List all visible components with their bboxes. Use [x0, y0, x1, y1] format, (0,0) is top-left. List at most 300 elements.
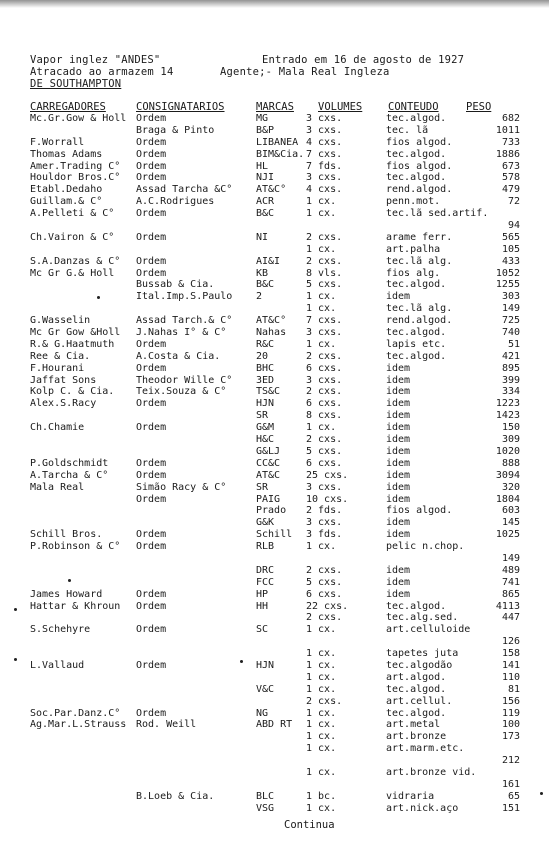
peso-cell: 741: [501, 576, 520, 588]
carregador-cell: Guillam.& C°: [30, 196, 103, 208]
marca-cell: 3ED: [256, 374, 275, 386]
table-row: [0, 731, 549, 743]
carregador-cell: A.Pelleti & C°: [30, 208, 115, 220]
conteudo-cell: idem: [386, 469, 411, 481]
table-row: [0, 612, 549, 624]
conteudo-cell: tec.lã alg.: [386, 303, 453, 315]
marca-cell: SR: [256, 410, 269, 422]
conteudo-cell: idem: [386, 445, 411, 457]
table-row: [0, 291, 549, 303]
conteudo-cell: tec.algod.: [386, 600, 447, 612]
marca-cell: 2: [256, 291, 263, 303]
conteudo-cell: tec.algodão: [386, 659, 453, 671]
carregador-cell: P.Robinson & C°: [30, 541, 121, 553]
marca-cell: CC&C: [256, 457, 281, 469]
consignatario-cell: Ordem: [136, 398, 167, 410]
conteudo-cell: art.bronze vid.: [386, 766, 477, 778]
consignatario-cell: A.Costa & Cia.: [136, 350, 221, 362]
conteudo-cell: fios alg.: [386, 267, 441, 279]
marca-cell: G&K: [256, 517, 275, 529]
peso-cell: 888: [501, 457, 520, 469]
volume-cell: 1 cx.: [306, 707, 337, 719]
table-row: [0, 351, 549, 363]
volume-cell: 10 cxs.: [306, 493, 349, 505]
table-row: [0, 803, 549, 815]
peso-cell: 740: [501, 327, 520, 339]
carregador-cell: Ch.Chamie: [30, 422, 85, 434]
table-row: [0, 327, 549, 339]
volume-cell: 1 cx.: [306, 719, 337, 731]
conteudo-cell: tapetes juta: [386, 648, 459, 660]
volume-cell: 1 cx.: [306, 624, 337, 636]
carregador-cell: Hattar & Khroun: [30, 600, 121, 612]
table-row: [0, 708, 549, 720]
peso-cell: 100: [501, 719, 520, 731]
scan-speck: [240, 660, 243, 663]
origin-port: DE SOUTHAMPTON: [30, 78, 122, 90]
carregador-cell: Amer.Trading C°: [30, 160, 121, 172]
carregador-cell: Ch.Vairon & C°: [30, 231, 115, 243]
consignatario-cell: Ordem: [136, 136, 167, 148]
peso-cell: 141: [501, 659, 520, 671]
peso-cell: 1804: [495, 493, 520, 505]
peso-cell: 94: [507, 220, 520, 232]
peso-cell: 149: [501, 303, 520, 315]
marca-cell: H&C: [256, 434, 275, 446]
marca-cell: 20: [256, 350, 269, 362]
carregador-cell: Ag.Mar.L.Strauss: [30, 719, 127, 731]
conteudo-cell: tec.algod.: [386, 148, 447, 160]
peso-cell: 489: [501, 564, 520, 576]
conteudo-cell: tec.alg.sed.: [386, 612, 459, 624]
volume-cell: 1 cx.: [306, 743, 337, 755]
volume-cell: 2 cxs.: [306, 231, 343, 243]
conteudo-cell: idem: [386, 576, 411, 588]
volume-cell: 5 cxs.: [306, 279, 343, 291]
conteudo-cell: idem: [386, 434, 411, 446]
table-row: [0, 696, 549, 708]
volume-cell: 2 cxs.: [306, 564, 343, 576]
peso-cell: 65: [507, 790, 520, 802]
conteudo-cell: art.nick.aço: [386, 802, 459, 814]
peso-cell: 126: [501, 636, 520, 648]
peso-cell: 447: [501, 612, 520, 624]
table-row: [0, 470, 549, 482]
conteudo-cell: idem: [386, 374, 411, 386]
marca-cell: RLB: [256, 541, 275, 553]
volume-cell: 4 cxs.: [306, 136, 343, 148]
conteudo-cell: idem: [386, 362, 411, 374]
carregador-cell: Etabl.Dedaho: [30, 184, 103, 196]
table-row: [0, 589, 549, 601]
peso-cell: 433: [501, 255, 520, 267]
conteudo-cell: idem: [386, 481, 411, 493]
conteudo-cell: pelic n.chop.: [386, 541, 465, 553]
marca-cell: ACR: [256, 196, 275, 208]
carregador-cell: L.Vallaud: [30, 659, 85, 671]
consignatario-cell: Teix.Souza & C°: [136, 386, 227, 398]
volume-cell: 1 cx.: [306, 541, 337, 553]
marca-cell: MG: [256, 113, 269, 124]
conteudo-cell: tec.algod.: [386, 172, 447, 184]
table-row: [0, 232, 549, 244]
table-row: [0, 386, 549, 398]
table-row: [0, 410, 549, 422]
consignatario-cell: Ordem: [136, 255, 167, 267]
conteudo-cell: idem: [386, 517, 411, 529]
table-row: [0, 767, 549, 779]
peso-cell: 479: [501, 184, 520, 196]
table-row: [0, 541, 549, 553]
marca-cell: Schill: [256, 529, 293, 541]
table-row: [0, 743, 549, 755]
table-row: [0, 315, 549, 327]
volume-cell: 6 cxs.: [306, 398, 343, 410]
table-row: [0, 398, 549, 410]
scan-speck: [14, 658, 17, 661]
consignatario-cell: Ordem: [136, 160, 167, 172]
marca-cell: AI&I: [256, 255, 281, 267]
carregador-cell: R.& G.Haatmuth: [30, 338, 115, 350]
peso-cell: 399: [501, 374, 520, 386]
conteudo-cell: fios algod.: [386, 136, 453, 148]
volume-cell: 1 bc.: [306, 790, 337, 802]
peso-cell: 865: [501, 588, 520, 600]
table-row: [0, 172, 549, 184]
carregador-cell: Mc Gr Gow &Holl: [30, 327, 121, 339]
table-row: [0, 624, 549, 636]
consignatario-cell: Ordem: [136, 469, 167, 481]
conteudo-cell: rend.algod.: [386, 315, 453, 327]
table-row: [0, 137, 549, 149]
marca-cell: G&LJ: [256, 445, 281, 457]
peso-cell: 682: [501, 113, 520, 124]
table-row: [0, 636, 549, 648]
consignatario-cell: Simão Racy & C°: [136, 481, 227, 493]
conteudo-cell: art.algod.: [386, 671, 447, 683]
table-row: [0, 529, 549, 541]
volume-cell: 3 cxs.: [306, 481, 343, 493]
consignatario-cell: Ordem: [136, 541, 167, 553]
conteudo-cell: tec.algod.: [386, 327, 447, 339]
carregador-cell: Mc Gr G.& Holl: [30, 267, 115, 279]
scan-speck: [97, 296, 100, 299]
table-row: [0, 494, 549, 506]
volume-cell: 4 cxs.: [306, 184, 343, 196]
conteudo-cell: art.celluloide: [386, 624, 471, 636]
table-row: [0, 648, 549, 660]
table-row: [0, 482, 549, 494]
marca-cell: B&C: [256, 279, 275, 291]
volume-cell: 5 cxs.: [306, 445, 343, 457]
conteudo-cell: art.metal: [386, 719, 441, 731]
col-marcas: MARCAS: [256, 101, 294, 113]
table-row: [0, 791, 549, 803]
table-row: [0, 422, 549, 434]
conteudo-cell: arame ferr.: [386, 231, 453, 243]
consignatario-cell: Braga & Pinto: [136, 124, 215, 136]
volume-cell: 1 cx.: [306, 338, 337, 350]
consignatario-cell: Ordem: [136, 588, 167, 600]
consignatario-cell: Ordem: [136, 362, 167, 374]
marca-cell: HJN: [256, 398, 275, 410]
conteudo-cell: lapis etc.: [386, 338, 447, 350]
marca-cell: VSG: [256, 802, 275, 814]
volume-cell: 3 cxs.: [306, 327, 343, 339]
conteudo-cell: idem: [386, 588, 411, 600]
conteudo-cell: idem: [386, 457, 411, 469]
peso-cell: 173: [501, 731, 520, 743]
volume-cell: 7 cxs.: [306, 315, 343, 327]
peso-cell: 81: [507, 683, 520, 695]
volume-cell: 1 cx.: [306, 731, 337, 743]
table-row: [0, 565, 549, 577]
marca-cell: HL: [256, 160, 269, 172]
conteudo-cell: art.cellul.: [386, 695, 453, 707]
peso-cell: 320: [501, 481, 520, 493]
volume-cell: 3 cxs.: [306, 113, 343, 124]
peso-cell: 421: [501, 350, 520, 362]
consignatario-cell: B.Loeb & Cia.: [136, 790, 215, 802]
volume-cell: 6 cxs.: [306, 362, 343, 374]
volume-cell: 3 fds.: [306, 529, 343, 541]
conteudo-cell: tec.lã alg.: [386, 255, 453, 267]
volume-cell: 1 cx.: [306, 648, 337, 660]
consignatario-cell: A.C.Rodrigues: [136, 196, 215, 208]
marca-cell: HP: [256, 588, 269, 600]
marca-cell: BIM&Cia.: [256, 148, 305, 160]
peso-cell: 725: [501, 315, 520, 327]
carregador-cell: F.Hourani: [30, 362, 85, 374]
marca-cell: AT&C°: [256, 315, 287, 327]
carregador-cell: P.Goldschmidt: [30, 457, 109, 469]
volume-cell: 1 cx.: [306, 683, 337, 695]
carregador-cell: Schill Bros.: [30, 529, 103, 541]
marca-cell: FCC: [256, 576, 275, 588]
consignatario-cell: Theodor Wille C°: [136, 374, 233, 386]
table-row: [0, 446, 549, 458]
table-row: [0, 339, 549, 351]
marca-cell: TS&C: [256, 386, 281, 398]
volume-cell: 1 cx.: [306, 303, 337, 315]
agent-info: Agente;- Mala Real Ingleza: [220, 66, 390, 78]
conteudo-cell: tec.lã sed.artif.: [386, 208, 489, 220]
volume-cell: 1 cx.: [306, 802, 337, 814]
conteudo-cell: tec.algod.: [386, 683, 447, 695]
consignatario-cell: Rod. Weill: [136, 719, 197, 731]
volume-cell: 3 cxs.: [306, 517, 343, 529]
peso-cell: 145: [501, 517, 520, 529]
conteudo-cell: idem: [386, 529, 411, 541]
volume-cell: 6 cxs.: [306, 588, 343, 600]
table-row: [0, 208, 549, 220]
carregador-cell: S.A.Danzas & C°: [30, 255, 121, 267]
conteudo-cell: idem: [386, 493, 411, 505]
marca-cell: Nahas: [256, 327, 287, 339]
consignatario-cell: Ordem: [136, 659, 167, 671]
volume-cell: 1 cx.: [306, 659, 337, 671]
conteudo-cell: tec.algod.: [386, 113, 447, 124]
continua-note: Continua: [284, 819, 335, 831]
consignatario-cell: Ordem: [136, 493, 167, 505]
conteudo-cell: tec.algod.: [386, 350, 447, 362]
conteudo-cell: idem: [386, 564, 411, 576]
volume-cell: 2 fds.: [306, 505, 343, 517]
peso-cell: 603: [501, 505, 520, 517]
carregador-cell: Kolp C. & Cia.: [30, 386, 115, 398]
conteudo-cell: art.palha: [386, 243, 441, 255]
marca-cell: NG: [256, 707, 269, 719]
table-row: [0, 375, 549, 387]
vessel-name: Vapor inglez "ANDES": [30, 54, 161, 66]
col-carregadores: CARREGADORES: [30, 101, 106, 113]
peso-cell: 72: [507, 196, 520, 208]
volume-cell: 1 cx.: [306, 196, 337, 208]
consignatario-cell: Ordem: [136, 457, 167, 469]
peso-cell: 1025: [495, 529, 520, 541]
table-row: [0, 517, 549, 529]
table-row: [0, 220, 549, 232]
marca-cell: AT&C: [256, 469, 281, 481]
consignatario-cell: J.Nahas I° & C°: [136, 327, 227, 339]
marca-cell: B&P: [256, 124, 275, 136]
consignatario-cell: Ordem: [136, 707, 167, 719]
consignatario-cell: Ordem: [136, 208, 167, 220]
carregador-cell: Soc.Par.Danz.C°: [30, 707, 121, 719]
peso-cell: 1886: [495, 148, 520, 160]
table-row: [0, 125, 549, 137]
marca-cell: KB: [256, 267, 269, 279]
consignatario-cell: Ordem: [136, 148, 167, 160]
col-peso: PESO: [466, 101, 492, 113]
volume-cell: 25 cxs.: [306, 469, 349, 481]
volume-cell: 8 vls.: [306, 267, 343, 279]
conteudo-cell: rend.algod.: [386, 184, 453, 196]
peso-cell: 334: [501, 386, 520, 398]
conteudo-cell: idem: [386, 422, 411, 434]
col-volumes: VOLUMES: [318, 101, 363, 113]
peso-cell: 149: [501, 552, 520, 564]
table-row: [0, 577, 549, 589]
conteudo-cell: fios algod.: [386, 505, 453, 517]
carregador-cell: Jaffat Sons: [30, 374, 97, 386]
carregador-cell: James Howard: [30, 588, 103, 600]
conteudo-cell: art.bronze: [386, 731, 447, 743]
volume-cell: 1 cx.: [306, 422, 337, 434]
volume-cell: 2 cxs.: [306, 612, 343, 624]
consignatario-cell: Ordem: [136, 172, 167, 184]
conteudo-cell: fios algod.: [386, 160, 453, 172]
table-row: [0, 256, 549, 268]
peso-cell: 150: [501, 422, 520, 434]
volume-cell: 2 cxs.: [306, 434, 343, 446]
consignatario-cell: Bussab & Cia.: [136, 279, 215, 291]
marca-cell: LIBANEA: [256, 136, 299, 148]
scan-top-edge: [0, 0, 549, 8]
consignatario-cell: Assad Tarcha &C°: [136, 184, 233, 196]
volume-cell: 5 cxs.: [306, 576, 343, 588]
peso-cell: 119: [501, 707, 520, 719]
peso-cell: 309: [501, 434, 520, 446]
peso-cell: 105: [501, 243, 520, 255]
peso-cell: 1011: [495, 124, 520, 136]
marca-cell: DRC: [256, 564, 275, 576]
carregador-cell: G.Wasselin: [30, 315, 91, 327]
table-row: [0, 279, 549, 291]
peso-cell: 161: [501, 778, 520, 790]
marca-cell: B&C: [256, 208, 275, 220]
conteudo-cell: tec.algod.: [386, 279, 447, 291]
marca-cell: R&C: [256, 338, 275, 350]
consignatario-cell: Ordem: [136, 267, 167, 279]
marca-cell: G&M: [256, 422, 275, 434]
peso-cell: 4113: [495, 600, 520, 612]
marca-cell: Prado: [256, 505, 287, 517]
consignatario-cell: Ordem: [136, 529, 167, 541]
peso-cell: 156: [501, 695, 520, 707]
table-row: [0, 458, 549, 470]
consignatario-cell: Ital.Imp.S.Paulo: [136, 291, 233, 303]
berth-info: Atracado ao armazem 14: [30, 66, 174, 78]
table-row: [0, 363, 549, 375]
peso-cell: 1020: [495, 445, 520, 457]
volume-cell: 6 cxs.: [306, 457, 343, 469]
table-row: [0, 244, 549, 256]
scan-speck: [68, 579, 71, 582]
peso-cell: 158: [501, 648, 520, 660]
consignatario-cell: Assad Tarch.& C°: [136, 315, 233, 327]
carregador-cell: A.Tarcha & C°: [30, 469, 109, 481]
peso-cell: 303: [501, 291, 520, 303]
marca-cell: PAIG: [256, 493, 281, 505]
consignatario-cell: Ordem: [136, 113, 167, 124]
volume-cell: 1 cx.: [306, 766, 337, 778]
marca-cell: BLC: [256, 790, 275, 802]
col-consignatarios: CONSIGNATARIOS: [136, 101, 225, 113]
marca-cell: HH: [256, 600, 269, 612]
peso-cell: 1223: [495, 398, 520, 410]
carregador-cell: Alex.S.Racy: [30, 398, 97, 410]
carregador-cell: Ree & Cia.: [30, 350, 91, 362]
conteudo-cell: vidraria: [386, 790, 435, 802]
marca-cell: AT&C°: [256, 184, 287, 196]
volume-cell: 1 cx.: [306, 243, 337, 255]
table-row: [0, 672, 549, 684]
volume-cell: 3 cxs.: [306, 172, 343, 184]
col-conteudo: CONTEUDO: [388, 101, 439, 113]
volume-cell: 8 cxs.: [306, 410, 343, 422]
peso-cell: 673: [501, 160, 520, 172]
table-row: [0, 601, 549, 613]
table-row: [0, 149, 549, 161]
conteudo-cell: tec. lã: [386, 124, 429, 136]
table-row: [0, 553, 549, 565]
volume-cell: 7 fds.: [306, 160, 343, 172]
scan-speck: [540, 792, 543, 795]
peso-cell: 1255: [495, 279, 520, 291]
carregador-cell: Thomas Adams: [30, 148, 103, 160]
volume-cell: 3 cxs.: [306, 124, 343, 136]
conteudo-cell: idem: [386, 291, 411, 303]
volume-cell: 1 cx.: [306, 291, 337, 303]
table-row: [0, 161, 549, 173]
table-row: [0, 434, 549, 446]
volume-cell: 2 cxs.: [306, 255, 343, 267]
marca-cell: ABD RT: [256, 719, 293, 731]
marca-cell: SR: [256, 481, 269, 493]
peso-cell: 110: [501, 671, 520, 683]
table-row: [0, 268, 549, 280]
